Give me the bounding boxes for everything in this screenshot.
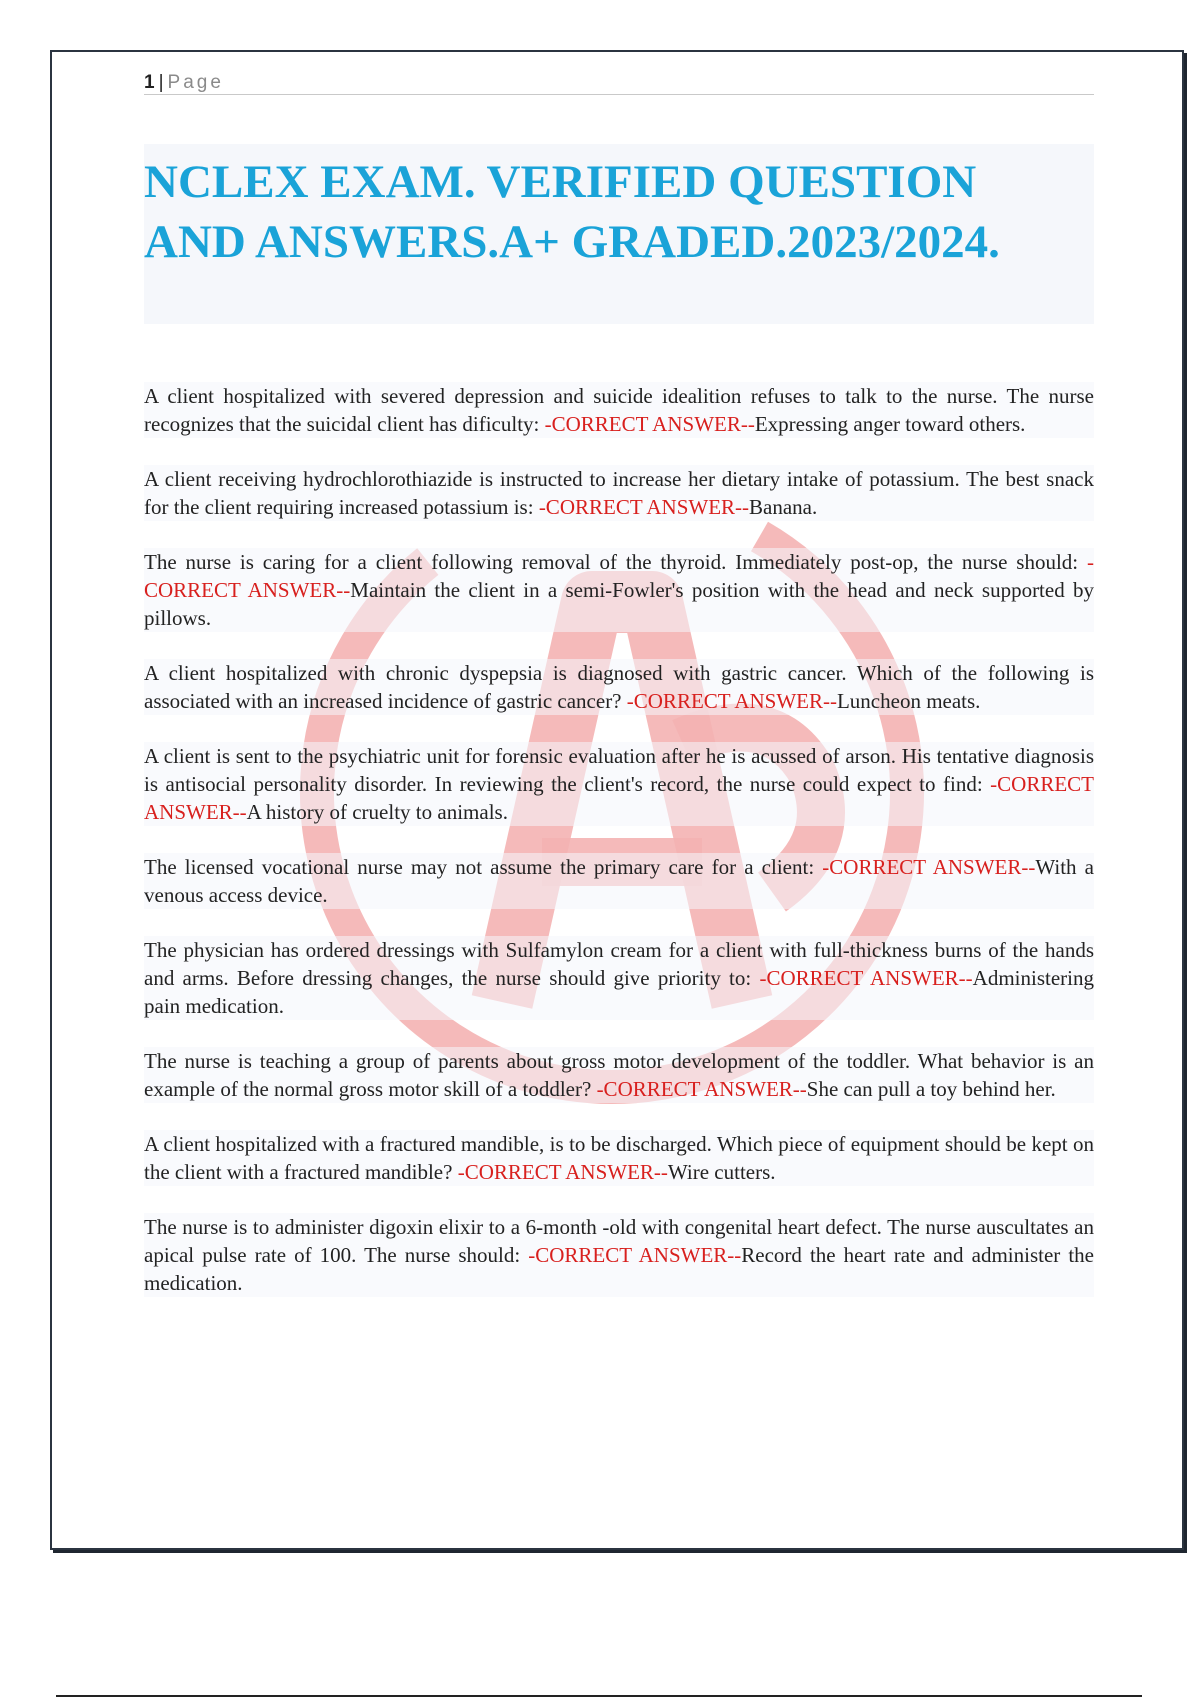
question-text: A client hospitalized with severed depression and suicide idealition refuses to talk to the nurse. The nurse recognizes that the suicidal client has dificulty: [144, 384, 1094, 436]
answer-text: Wire cutters. [667, 1160, 776, 1184]
bottom-divider [56, 1695, 1142, 1697]
qa-item [144, 548, 1094, 632]
correct-answer-label: -CORRECT ANSWER-- [759, 966, 973, 990]
question-text: A client is sent to the psychiatric unit for forensic evaluation after he is acussed of arson. His tentative diagnosis is antisocial personality disorder. In reviewing the client's record, the nurse could expect to find: [144, 744, 1094, 796]
question-text: The nurse is caring for a client following removal of the thyroid. Immediately post-op, the nurse should: [144, 550, 1087, 574]
question-text: A client hospitalized with a fractured mandible, is to be discharged. Which piece of equipment should be kept on the client with a fractured mandible? [144, 1132, 1094, 1184]
question-text: A client receiving hydrochlorothiazide is instructed to increase her dietary intake of potassium. The best snack for the client requiring increased potassium is: [144, 467, 1094, 519]
answer-text: Banana. [749, 495, 818, 519]
answer-text: Maintain the client in a semi-Fowler's position with the head and neck supported by pillows. [144, 578, 1095, 630]
page-label: Page [167, 72, 224, 93]
correct-answer-label: -CORRECT ANSWER-- [596, 1077, 807, 1101]
page-header [144, 72, 1094, 95]
correct-answer-label: -CORRECT ANSWER-- [538, 495, 750, 519]
qa-item [144, 1130, 1094, 1186]
document-page [50, 50, 1184, 1550]
answer-text: A history of cruelty to animals. [246, 800, 508, 824]
question-text: The physician has ordered dressings with Sulfamylon cream for a client with full-thickness burns of the hands and arms. Before dressing changes, the nurse should give priority to: [144, 938, 1094, 990]
qa-item [144, 382, 1094, 438]
qa-item [144, 853, 1094, 909]
qa-item [144, 1213, 1094, 1297]
page-separator: | [158, 72, 164, 93]
document-title: NCLEX EXAM. VERIFIED QUESTION AND ANSWERS.A+ GRADED.2023/2024. [144, 156, 1000, 268]
qa-item [144, 936, 1094, 1020]
question-text: A client hospitalized with chronic dyspepsia is diagnosed with gastric cancer. Which of the following is associated with an increased incidence of gastric cancer? [144, 661, 1094, 713]
correct-answer-label: -CORRECT ANSWER-- [544, 412, 755, 436]
correct-answer-label: -CORRECT ANSWER-- [528, 1243, 742, 1267]
title-block [144, 144, 1094, 324]
qa-item [144, 659, 1094, 715]
correct-answer-label: -CORRECT ANSWER-- [144, 550, 1094, 602]
question-text: The nurse is teaching a group of parents about gross motor development of the toddler. What behavior is an example of the normal gross motor skill of a toddler? [144, 1049, 1094, 1101]
answer-text: With a venous access device. [144, 855, 1094, 907]
answer-text: Record the heart rate and administer the medication. [144, 1243, 1094, 1295]
qa-item [144, 1047, 1094, 1103]
answer-text: Expressing anger toward others. [754, 412, 1026, 436]
qa-item [144, 465, 1094, 521]
qa-list [144, 382, 1094, 1324]
correct-answer-label: -CORRECT ANSWER-- [457, 1160, 668, 1184]
question-text: The licensed vocational nurse may not assume the primary care for a client: [144, 855, 823, 879]
correct-answer-label: -CORRECT ANSWER-- [822, 855, 1036, 879]
answer-text: Administering pain medication. [144, 966, 1094, 1018]
qa-item [144, 742, 1094, 826]
question-text: The nurse is to administer digoxin elixir to a 6-month -old with congenital heart defect. The nurse auscultates an apical pulse rate of 100. The nurse should: [144, 1215, 1094, 1267]
answer-text: Luncheon meats. [836, 689, 981, 713]
page-number: 1 [144, 72, 155, 93]
answer-text: She can pull a toy behind her. [806, 1077, 1056, 1101]
correct-answer-label: -CORRECT ANSWER-- [626, 689, 837, 713]
correct-answer-label: -CORRECT ANSWER-- [144, 772, 1094, 824]
